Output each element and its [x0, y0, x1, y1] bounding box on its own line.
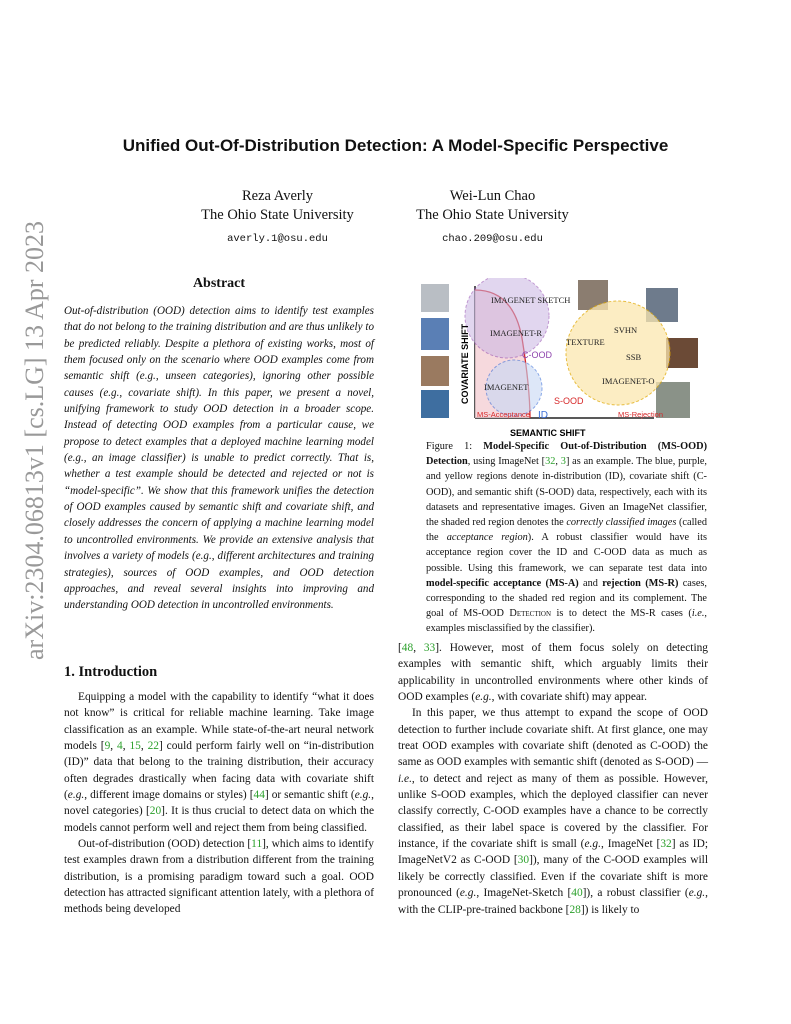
author-email[interactable]: chao.209@osu.edu: [442, 233, 543, 245]
author-1: [180, 187, 375, 249]
citation[interactable]: 28: [569, 903, 581, 916]
citation[interactable]: 3: [560, 456, 566, 468]
author-affiliation: The Ohio State University: [416, 207, 569, 223]
citation[interactable]: 22: [147, 740, 159, 753]
citation[interactable]: 4: [117, 740, 123, 753]
citation[interactable]: 40: [571, 887, 583, 900]
citation[interactable]: 11: [251, 838, 263, 851]
citation[interactable]: 20: [149, 805, 162, 818]
label-ssb: SSB: [626, 352, 642, 362]
figure-1-caption: Figure 1: Model-Specific Out-of-Distribution (MS-OOD) Detection, using ImageNet [32, 3] as an example. The blue, purple, and yellow regions denote in-distribution (ID), covariate shift (C-OOD), and semantic shift (S-OOD) data, respectively, each with its datasets and representative images. Given an ImageNet classifier, the shaded red region denotes the correctly classified images (called the acceptance region). A robust classifier would have its acceptance region cover the ID and C-OOD data as much as possible. Using this framework, we can separate test data into model-specific acceptance (MS-A) and rejection (MS-R) cases, corresponding to the shaded red region and its complement. The goal of MS-OOD Detection is to detect the MS-R cases (i.e., examples misclassified by the classifier).: [426, 441, 708, 635]
label-c-ood: C-OOD: [522, 350, 552, 360]
paper-title: Unified Out-Of-Distribution Detection: A Model-Specific Perspective: [122, 136, 669, 155]
thumbnail-image: [666, 338, 698, 368]
label-imagenet-r: IMAGENET-R: [490, 328, 543, 338]
intro-left-column: [64, 689, 374, 918]
right-column-text: [398, 640, 708, 918]
author-email[interactable]: averly.1@osu.edu: [227, 233, 328, 245]
label-ms-acceptance: MS-Acceptance: [477, 410, 530, 419]
thumbnail-image: [421, 390, 449, 418]
citation[interactable]: 32: [545, 456, 556, 468]
citation[interactable]: 30: [517, 854, 530, 867]
citation[interactable]: 15: [129, 740, 141, 753]
author-affiliation: The Ohio State University: [201, 207, 354, 223]
label-imagenet-o: IMAGENET-O: [602, 376, 655, 386]
paragraph: In this paper, we thus attempt to expand the scope of OOD detection to further include covariate shift. At first glance, one may treat OOD examples with covariate shift (denoted as C-OOD) the same as OOD examples with semantic shift (denoted as S-OOD) — i.e., to detect and reject as many of them as possible. However, unlike S-OOD examples, which the deployed classifier can never classify correctly, C-OOD examples have a chance to be correctly classified, as their label space is covered by the classifier. For instance, if the covariate shift is small (e.g., ImageNet [32] as ID; ImageNetV2 as C-OOD [30]), many of the C-OOD examples will likely be correctly classified. Even if the covariate shift is more pronounced (e.g., ImageNet-Sketch [40]), a robust classifier (e.g., with the CLIP-pre-trained backbone [28]) is likely to: [398, 707, 708, 916]
citation[interactable]: 32: [660, 838, 672, 851]
arxiv-identifier: arXiv:2304.06813v1 [cs.LG] 13 Apr 2023: [20, 220, 49, 660]
author-name: Reza Averly: [242, 188, 313, 204]
abstract-heading: Abstract: [192, 276, 246, 291]
paragraph: Equipping a model with the capability to identify “what it does not know” is critical for reliable machine learning. Take image classification as an example. While state-of-the-art neural network models [9, 4, 15, 22] could perform fairly well on “in-distribution (ID)” data that belong to the training distribution, their accuracy often degrades drastically when facing data with covariate shift (e.g., different image domains or styles) [44] or semantic shift (e.g., novel categories) [20]. It is thus crucial to detect data on which the models cannot perform well and reject them from being classified.: [64, 691, 375, 834]
label-id: ID: [538, 410, 548, 421]
citation[interactable]: 9: [104, 740, 111, 753]
label-texture: TEXTURE: [566, 337, 605, 347]
label-imagenet-sketch: IMAGENET SKETCH: [491, 295, 571, 305]
thumbnail-image: [421, 318, 449, 350]
citation[interactable]: 44: [253, 789, 265, 802]
paragraph: Out-of-distribution (OOD) detection [11], which aims to identify test examples drawn from a distribution different from the training distribution, is a promising paradigm toward such a goal. OOD detection has attracted significant attention lately, with a plethora of methods being developed: [64, 838, 374, 916]
author-2: [395, 187, 590, 249]
section-heading-introduction: 1. Introduction: [64, 664, 158, 680]
citation[interactable]: 33: [423, 642, 436, 654]
thumbnail-image: [421, 356, 449, 386]
paragraph: [48, 33]. However, most of them focus solely on detecting examples with semantic shift, which arguably limits their applicability in uncontrolled environments where other kinds of OOD examples (e.g., with covariate shift) may appear.: [398, 642, 708, 704]
label-svhn: SVHN: [614, 325, 638, 335]
author-name: Wei-Lun Chao: [449, 188, 536, 204]
label-imagenet: IMAGENET: [484, 382, 529, 392]
label-ms-rejection: MS-Rejection: [618, 410, 664, 419]
citation[interactable]: 48: [401, 642, 414, 654]
y-axis-title: COVARIATE SHIFT: [460, 323, 470, 404]
abstract-text: Out-of-distribution (OOD) detection aims to identify test examples that do not belong to the training distribution and are thus unlikely to be predicted reliably. Despite a plethora of existing works, most of them focused only on the scenario where OOD examples come from semantic shift (e.g., unseen categories), ignoring other possible causes (e.g., covariate shift). In this paper, we present a novel, unifying framework to study OOD detection in a broader scope. Instead of detecting OOD examples from a particular cause, we propose to detect examples that a deployed machine learning model (e.g., an image classifier) is unable to predict correctly. That is, whether a test example should be detected and rejected or not is “model-specific”. We show that this framework unifies the detection of OOD examples caused by semantic shift and covariate shift, and closely addresses the concern of applying a machine learning model to uncontrolled environments. We provide an extensive analysis that involves a variety of models (e.g., different architectures and training strategies), sources of OOD examples, and OOD detection approaches, and reveal several insights into improving and understanding OOD detection in uncontrolled environments.: [64, 305, 374, 612]
x-axis-title: SEMANTIC SHIFT: [510, 428, 586, 438]
label-s-ood: S-OOD: [554, 396, 584, 406]
thumbnail-image: [421, 284, 449, 312]
figure-1-diagram: [418, 278, 714, 440]
